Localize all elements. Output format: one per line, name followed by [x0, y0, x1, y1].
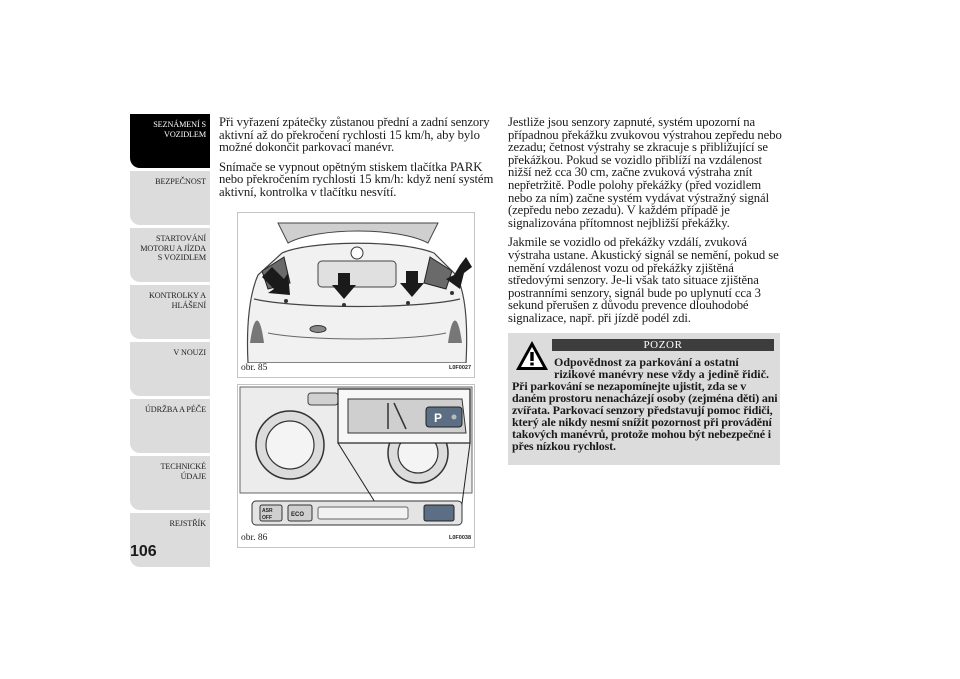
tab-startovani[interactable]: [130, 228, 210, 282]
park-button-label: P: [434, 411, 443, 425]
tab-bezpecnost[interactable]: [130, 171, 210, 225]
sensor-dot: [406, 301, 410, 305]
paragraph: Jestliže jsou senzory zapnuté, systém upozorní na případnou překážku zvukovou výstrahou zepředu nebo zezadu; četnost výstrahy se zkracuje s přibližující se překážkou. Pokud se vozidlo přiblíží na vzdálenost nižší než cca 30 cm, začne zvuková výstraha znít nepřetržitě. Podle polohy překážky (před vozidlem nebo za ním) začne systém vydávat výstražný signál (zepředu nebo zezadu). V každém případě je signalizována přítomnost nejbližší překážky.: [508, 115, 782, 230]
eco-button-label: ECO: [291, 512, 305, 518]
svg-text:ASR: ASR: [262, 508, 273, 514]
figure-86-park-button: [237, 384, 475, 548]
paragraph: Snímače se vypnout opětným stiskem tlačítka PARK nebo překročením rychlosti 15 km/h: když není systém aktivní, kontrolka v tlačítku nesvítí.: [219, 159, 494, 199]
left-column: [219, 116, 494, 206]
warning-title: POZOR: [552, 339, 774, 351]
figure-code: L0F0038: [448, 535, 471, 541]
page-number: 106: [130, 543, 157, 560]
tab-label: KONTROLKY A HLÁŠENÍ: [148, 291, 206, 310]
tab-udrzba[interactable]: [130, 399, 210, 453]
tab-label: REJSTŘÍK: [169, 519, 206, 528]
tab-v-nouzi[interactable]: [130, 342, 210, 396]
tab-label: STARTOVÁNÍ MOTORU A JÍZDA S VOZIDLEM: [140, 234, 206, 262]
warning-triangle-icon: [514, 339, 550, 372]
tab-label: SEZNÁMENÍ S VOZIDLEM: [153, 120, 206, 139]
tab-label: V NOUZI: [173, 348, 206, 357]
sensor-dot: [342, 303, 346, 307]
right-column: [508, 116, 783, 332]
warning-lead: Odpovědnost za parkování a ostatní rizikové manévry nese vždy a jedině řidič.: [554, 355, 769, 382]
warning-text: Při parkování se nezapomínejte ujistit, zda se v daném prostoru nenacházejí osoby (zejména děti) ani zvířata. Parkovací senzory představují pomoc řidiči, který ale nikdy nesmí snížit pozornost při provádění takových manévrů, protože mohou být nebezpečné i přes nízkou rychlost.: [512, 379, 778, 454]
chapter-tabs: [130, 114, 210, 570]
rear-bumper-illustration: [238, 213, 474, 363]
tab-seznameni-s-vozidlem[interactable]: [130, 114, 210, 168]
figure-code: L0F0027: [448, 365, 471, 371]
tab-label: TECHNICKÉ ÚDAJE: [160, 462, 206, 481]
figure-label: obr. 86: [241, 533, 268, 543]
tab-technicke-udaje[interactable]: [130, 456, 210, 510]
paragraph: Jakmile se vozidlo od překážky vzdálí, zvuková výstraha ustane. Akustický signál se nemění, pokud se nemění vzdálenost vozu od překážky zjištěná středovými senzory. Je-li však tato situace zjištěna postranními senzory, signál bude po uplynutí cca 3 sekund přerušen z důvodu prevence dlouhodobé signalizace, např. při jízdě podél zdi.: [508, 235, 779, 325]
paragraph: Při vyřazení zpátečky zůstanou přední a zadní senzory aktivní až do překročení rychlosti 15 km/h, aby bylo možné dokončit parkovací manévr.: [219, 115, 490, 155]
tab-kontrolky[interactable]: [130, 285, 210, 339]
tab-label: BEZPEČNOST: [155, 177, 206, 186]
figure-label: obr. 85: [241, 363, 268, 373]
dashboard-controls-illustration: [238, 385, 474, 533]
sensor-dot: [450, 291, 454, 295]
warning-box: [508, 333, 780, 465]
svg-text:OFF: OFF: [262, 515, 272, 521]
figure-85-rear-bumper: [237, 212, 475, 378]
tab-label: ÚDRŽBA A PÉČE: [144, 405, 206, 414]
sensor-dot: [284, 299, 288, 303]
